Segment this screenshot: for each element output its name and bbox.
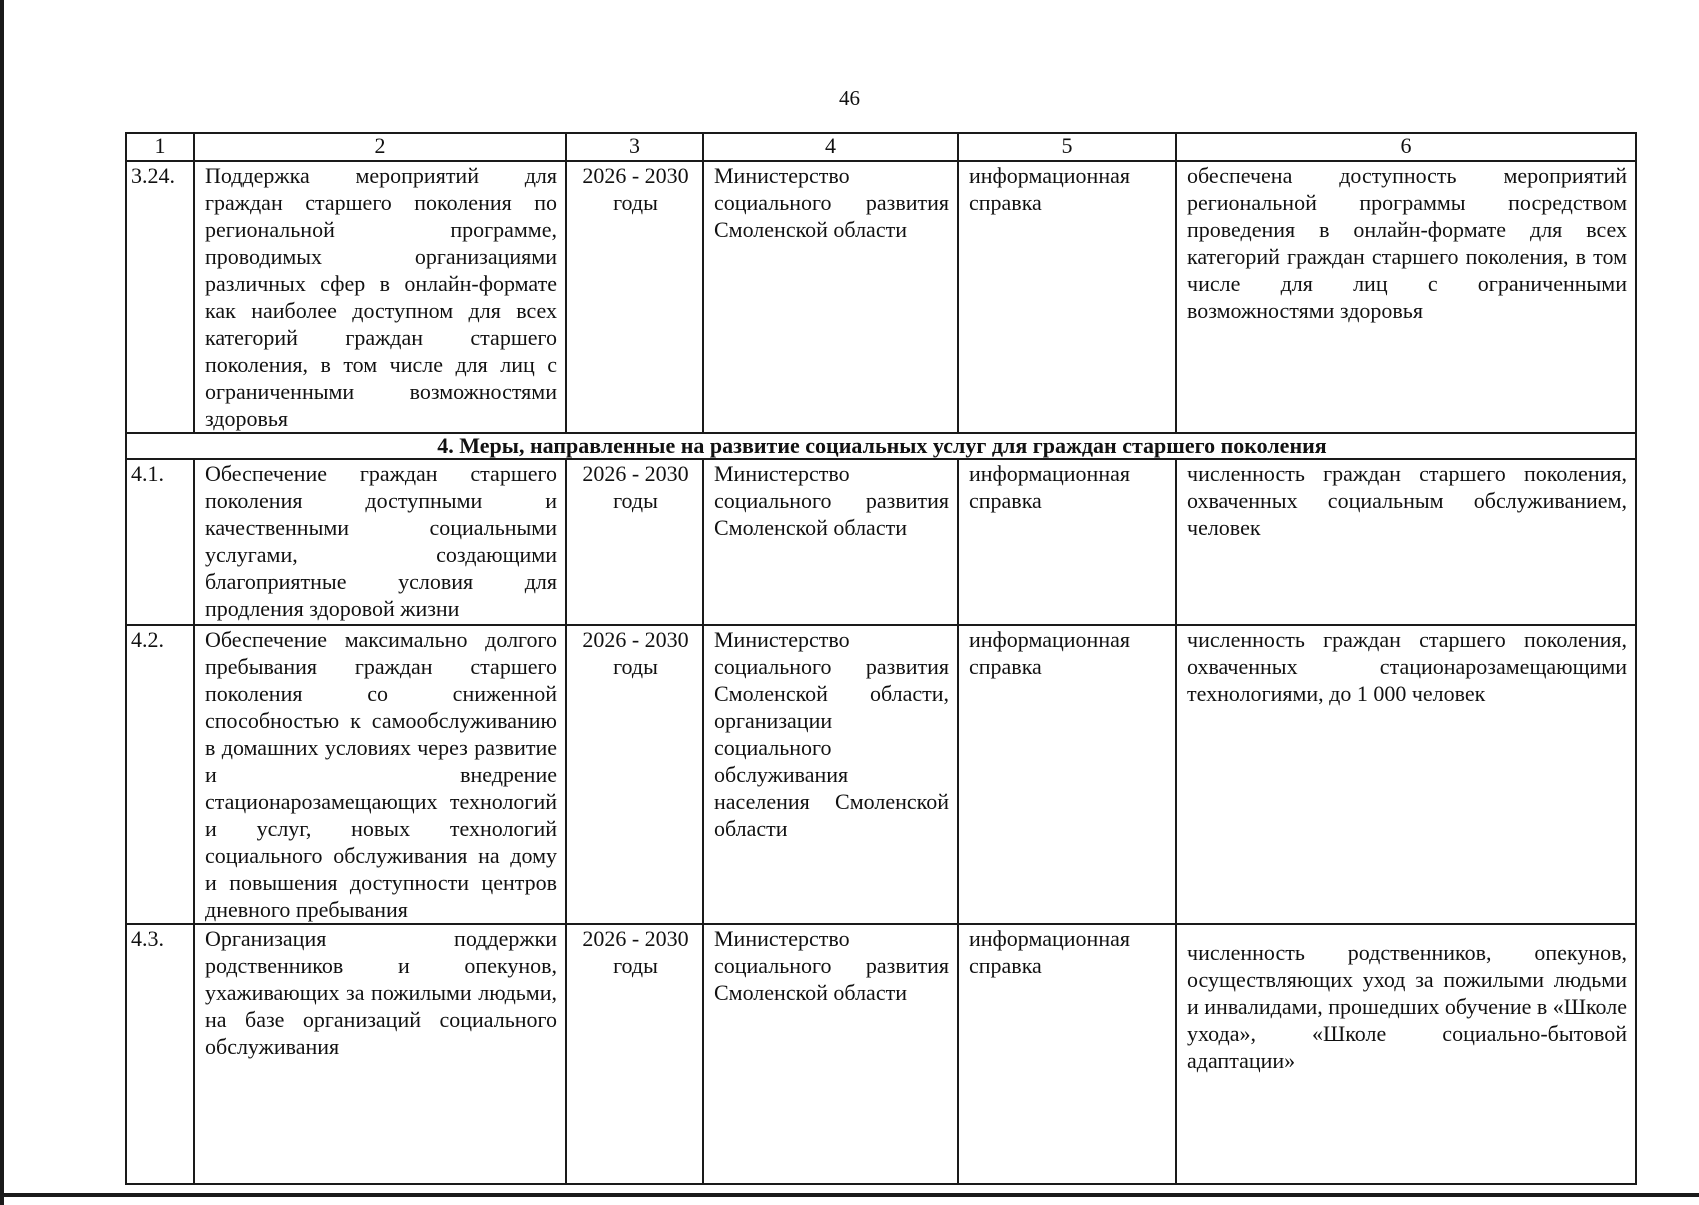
row-number: 4.1. [126, 459, 194, 625]
header-cell-4: 4 [703, 133, 958, 161]
measure-cell: Обеспечение максимально долгого пребывания граждан старшего поколения со сниженной способностью к самообслуживанию в домашних условиях через развитие и внедрение стационарозамещающих технологий и услуг, новых технологий социального обслуживания на дому и повышения доступности центров дневного пребывания [194, 625, 566, 924]
row-number: 3.24. [126, 161, 194, 433]
document-cell: информационная справка [958, 625, 1176, 924]
result-cell: численность граждан старшего поколения, охваченных стационарозамещающими технологиями, до 1 000 человек [1176, 625, 1636, 924]
section-title: 4. Меры, направленные на развитие социальных услуг для граждан старшего поколения [126, 433, 1636, 459]
page-number: 46 [839, 86, 860, 110]
period-cell: 2026 - 2030 годы [566, 625, 703, 924]
page-left-edge [0, 0, 4, 1205]
document-cell: информационная справка [958, 924, 1176, 1184]
responsible-cell: Министерство социального развития Смоленской области, организации социального обслуживания населения Смоленской области [703, 625, 958, 924]
header-cell-6: 6 [1176, 133, 1636, 161]
measure-cell: Поддержка мероприятий для граждан старшего поколения по региональной программе, проводимых организациями различных сфер в онлайн-формате как наиболее доступном для всех категорий граждан старшего поколения, в том числе для лиц с ограниченными возможностями здоровья [194, 161, 566, 433]
result-cell: обеспечена доступность мероприятий региональной программы посредством проведения в онлайн-формате для всех категорий граждан старшего поколения, в том числе для лиц с ограниченными возможностями здоровья [1176, 161, 1636, 433]
period-cell: 2026 - 2030 годы [566, 161, 703, 433]
measure-cell: Обеспечение граждан старшего поколения доступными и качественными социальными услугами, создающими благоприятные условия для продления здоровой жизни [194, 459, 566, 625]
header-cell-3: 3 [566, 133, 703, 161]
table-row [126, 161, 1636, 433]
header-cell-5: 5 [958, 133, 1176, 161]
measures-table [125, 132, 1637, 1185]
table-row [126, 625, 1636, 924]
result-cell: численность родственников, опекунов, осуществляющих уход за пожилыми людьми и инвалидами, прошедших обучение в «Школе ухода», «Школе социально-бытовой адаптации» [1176, 924, 1636, 1184]
row-number: 4.2. [126, 625, 194, 924]
header-cell-2: 2 [194, 133, 566, 161]
page-bottom-edge [0, 1193, 1699, 1197]
document-cell: информационная справка [958, 459, 1176, 625]
table-row [126, 459, 1636, 625]
section-row [126, 433, 1636, 459]
header-row [126, 133, 1636, 161]
period-cell: 2026 - 2030 годы [566, 459, 703, 625]
document-cell: информационная справка [958, 161, 1176, 433]
responsible-cell: Министерство социального развития Смоленской области [703, 924, 958, 1184]
responsible-cell: Министерство социального развития Смоленской области [703, 459, 958, 625]
period-cell: 2026 - 2030 годы [566, 924, 703, 1184]
result-cell: численность граждан старшего поколения, охваченных социальным обслуживанием, человек [1176, 459, 1636, 625]
table-row [126, 924, 1636, 1184]
measure-cell: Организация поддержки родственников и опекунов, ухаживающих за пожилыми людьми, на базе организаций социального обслуживания [194, 924, 566, 1184]
responsible-cell: Министерство социального развития Смоленской области [703, 161, 958, 433]
header-cell-1: 1 [126, 133, 194, 161]
row-number: 4.3. [126, 924, 194, 1184]
